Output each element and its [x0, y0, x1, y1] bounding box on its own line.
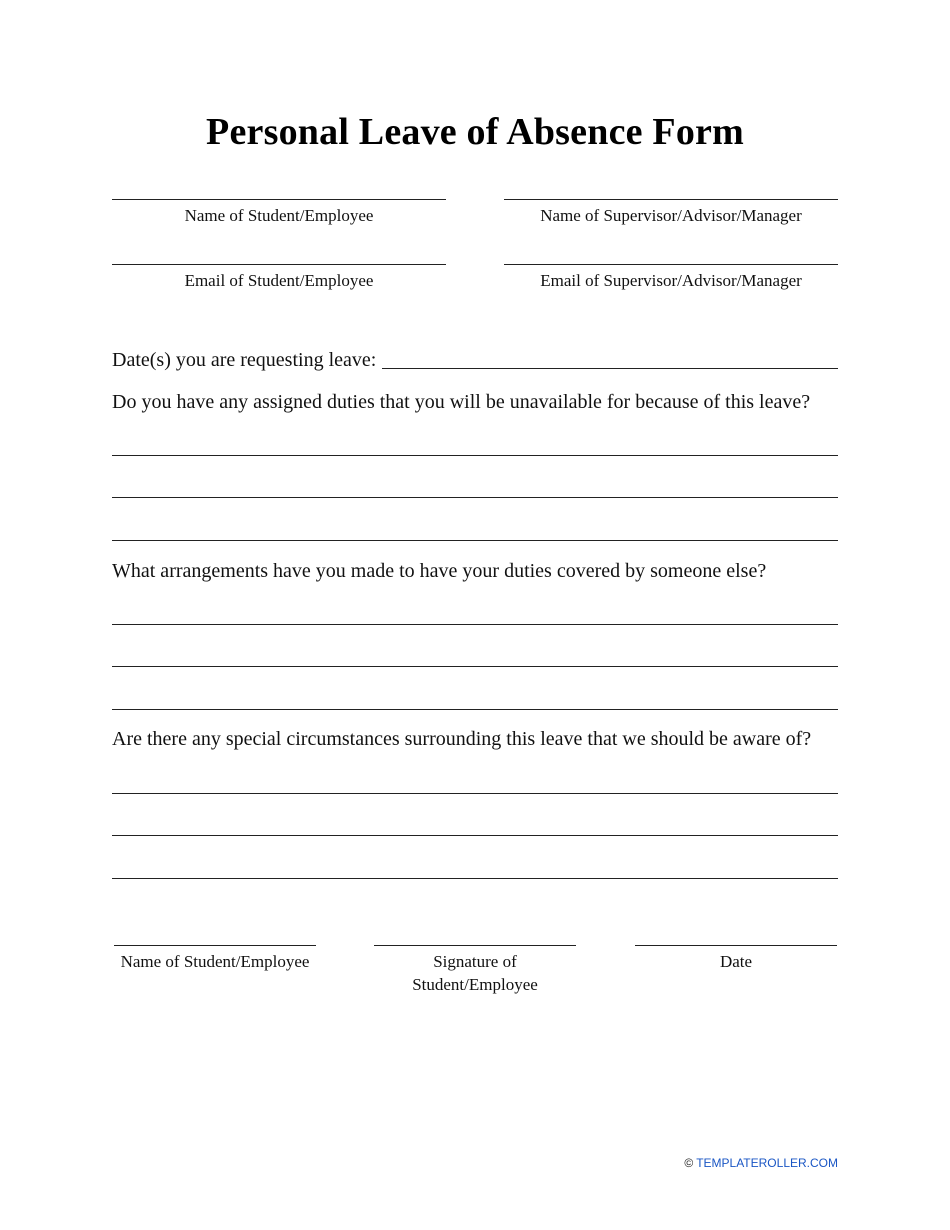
- supervisor-name-line[interactable]: [504, 199, 838, 200]
- answer-line-q1-3[interactable]: [112, 540, 838, 541]
- signature-date-label: Date: [719, 952, 753, 971]
- answer-line-q1-2[interactable]: [112, 497, 838, 498]
- leave-dates-input-line[interactable]: [382, 368, 838, 369]
- question-special-circumstances: Are there any special circumstances surrounding this leave that we should be aware of?: [112, 728, 812, 750]
- student-email-label: Email of Student/Employee: [184, 271, 374, 290]
- supervisor-email-label: Email of Supervisor/Advisor/Manager: [540, 271, 802, 290]
- answer-line-q2-2[interactable]: [112, 666, 838, 667]
- answer-line-q3-3[interactable]: [112, 878, 838, 879]
- signature-name-line[interactable]: [114, 945, 316, 946]
- signature-line[interactable]: [374, 945, 576, 946]
- page-title: Personal Leave of Absence Form: [206, 111, 744, 153]
- copyright-symbol: ©: [684, 1156, 694, 1170]
- signature-date-line[interactable]: [635, 945, 837, 946]
- answer-line-q3-1[interactable]: [112, 793, 838, 794]
- supervisor-name-label: Name of Supervisor/Advisor/Manager: [540, 206, 802, 225]
- question-duty-arrangements: What arrangements have you made to have your duties covered by someone else?: [112, 560, 767, 582]
- leave-dates-row: [112, 346, 838, 372]
- signature-label: [374, 950, 576, 996]
- footer-credit: [684, 1156, 838, 1170]
- leave-dates-label: Date(s) you are requesting leave:: [112, 349, 377, 371]
- student-name-label: Name of Student/Employee: [184, 206, 374, 225]
- supervisor-email-line[interactable]: [504, 264, 838, 265]
- signature-name-label: Name of Student/Employee: [120, 952, 310, 971]
- templateroller-link[interactable]: TEMPLATEROLLER.COM: [696, 1156, 838, 1170]
- answer-line-q1-1[interactable]: [112, 455, 838, 456]
- student-name-line[interactable]: [112, 199, 446, 200]
- student-email-line[interactable]: [112, 264, 446, 265]
- answer-line-q2-3[interactable]: [112, 709, 838, 710]
- signature-label-line1: Signature of: [433, 952, 517, 971]
- answer-line-q3-2[interactable]: [112, 835, 838, 836]
- question-assigned-duties: Do you have any assigned duties that you will be unavailable for because of this leave?: [112, 391, 811, 413]
- signature-label-line2: Student/Employee: [412, 975, 538, 994]
- answer-line-q2-1[interactable]: [112, 624, 838, 625]
